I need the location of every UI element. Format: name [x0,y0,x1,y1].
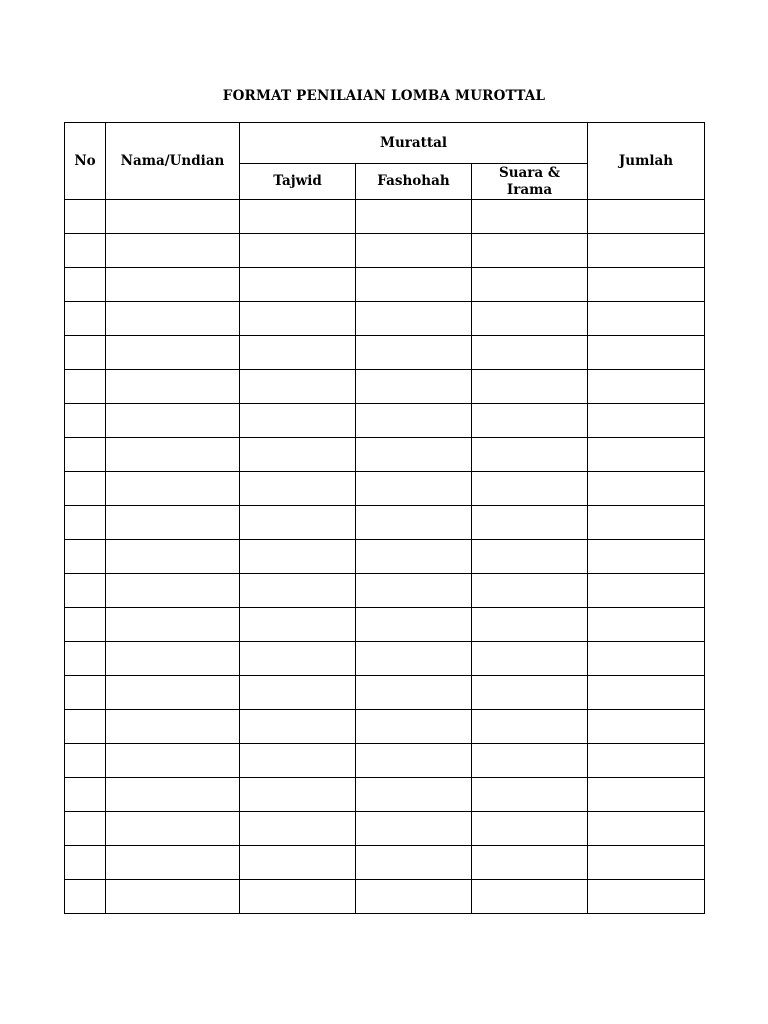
cell-tajwid[interactable] [240,506,356,540]
cell-fashohah[interactable] [356,574,472,608]
cell-jumlah[interactable] [588,268,705,302]
cell-jumlah[interactable] [588,234,705,268]
table-row [65,778,705,812]
cell-nama[interactable] [106,574,240,608]
table-row [65,676,705,710]
cell-fashohah[interactable] [356,710,472,744]
cell-fashohah[interactable] [356,438,472,472]
cell-no[interactable] [65,370,106,404]
cell-tajwid[interactable] [240,404,356,438]
cell-nama[interactable] [106,880,240,914]
cell-fashohah[interactable] [356,846,472,880]
cell-tajwid[interactable] [240,336,356,370]
cell-suara-irama[interactable] [472,472,588,506]
cell-tajwid[interactable] [240,438,356,472]
cell-tajwid[interactable] [240,744,356,778]
cell-suara-irama[interactable] [472,302,588,336]
cell-jumlah[interactable] [588,472,705,506]
cell-tajwid[interactable] [240,200,356,234]
header-murattal-group: Murattal [240,123,588,164]
cell-fashohah[interactable] [356,642,472,676]
cell-nama[interactable] [106,370,240,404]
cell-nama[interactable] [106,642,240,676]
cell-suara-irama[interactable] [472,880,588,914]
cell-jumlah[interactable] [588,336,705,370]
cell-jumlah[interactable] [588,404,705,438]
cell-no[interactable] [65,200,106,234]
table-row [65,506,705,540]
cell-jumlah[interactable] [588,812,705,846]
table-row [65,438,705,472]
cell-suara-irama[interactable] [472,812,588,846]
header-no: No [65,123,106,200]
cell-jumlah[interactable] [588,200,705,234]
header-jumlah: Jumlah [588,123,705,200]
cell-no[interactable] [65,438,106,472]
header-nama-undian: Nama/Undian [106,123,240,200]
scoring-table [64,122,705,914]
cell-nama[interactable] [106,438,240,472]
cell-fashohah[interactable] [356,200,472,234]
cell-no[interactable] [65,744,106,778]
cell-suara-irama[interactable] [472,268,588,302]
cell-fashohah[interactable] [356,302,472,336]
cell-tajwid[interactable] [240,370,356,404]
cell-suara-irama[interactable] [472,336,588,370]
table-row [65,846,705,880]
cell-tajwid[interactable] [240,642,356,676]
cell-fashohah[interactable] [356,336,472,370]
cell-suara-irama[interactable] [472,370,588,404]
cell-nama[interactable] [106,846,240,880]
cell-no[interactable] [65,676,106,710]
cell-no[interactable] [65,710,106,744]
cell-nama[interactable] [106,302,240,336]
cell-no[interactable] [65,574,106,608]
cell-tajwid[interactable] [240,846,356,880]
table-row [65,370,705,404]
cell-suara-irama[interactable] [472,438,588,472]
cell-nama[interactable] [106,710,240,744]
table-row [65,472,705,506]
cell-no[interactable] [65,778,106,812]
cell-suara-irama[interactable] [472,846,588,880]
cell-nama[interactable] [106,744,240,778]
cell-tajwid[interactable] [240,234,356,268]
cell-nama[interactable] [106,540,240,574]
cell-suara-irama[interactable] [472,540,588,574]
cell-jumlah[interactable] [588,846,705,880]
cell-nama[interactable] [106,336,240,370]
cell-fashohah[interactable] [356,778,472,812]
cell-no[interactable] [65,642,106,676]
table-row [65,880,705,914]
cell-jumlah[interactable] [588,676,705,710]
cell-jumlah[interactable] [588,880,705,914]
header-suara-irama [472,164,588,200]
cell-no[interactable] [65,302,106,336]
table-row [65,268,705,302]
cell-nama[interactable] [106,234,240,268]
cell-fashohah[interactable] [356,540,472,574]
cell-jumlah[interactable] [588,778,705,812]
cell-suara-irama[interactable] [472,744,588,778]
cell-fashohah[interactable] [356,880,472,914]
cell-no[interactable] [65,812,106,846]
cell-no[interactable] [65,880,106,914]
cell-suara-irama[interactable] [472,642,588,676]
cell-fashohah[interactable] [356,268,472,302]
cell-nama[interactable] [106,676,240,710]
cell-nama[interactable] [106,608,240,642]
cell-nama[interactable] [106,404,240,438]
cell-suara-irama[interactable] [472,778,588,812]
cell-tajwid[interactable] [240,880,356,914]
cell-suara-irama[interactable] [472,404,588,438]
cell-suara-irama[interactable] [472,506,588,540]
cell-no[interactable] [65,540,106,574]
table-header-row [65,123,705,164]
cell-fashohah[interactable] [356,404,472,438]
cell-fashohah[interactable] [356,370,472,404]
table-row [65,404,705,438]
cell-tajwid[interactable] [240,778,356,812]
cell-nama[interactable] [106,506,240,540]
table-row [65,744,705,778]
cell-nama[interactable] [106,778,240,812]
table-row [65,336,705,370]
table-body [65,200,705,914]
table-row [65,608,705,642]
cell-jumlah[interactable] [588,642,705,676]
cell-jumlah[interactable] [588,370,705,404]
cell-fashohah[interactable] [356,608,472,642]
table-row [65,234,705,268]
cell-fashohah[interactable] [356,676,472,710]
cell-suara-irama[interactable] [472,200,588,234]
cell-tajwid[interactable] [240,676,356,710]
cell-jumlah[interactable] [588,438,705,472]
cell-jumlah[interactable] [588,710,705,744]
table-row [65,302,705,336]
cell-suara-irama[interactable] [472,608,588,642]
header-fashohah: Fashohah [356,164,472,200]
table-row [65,710,705,744]
cell-tajwid[interactable] [240,574,356,608]
cell-no[interactable] [65,234,106,268]
document-title: FORMAT PENILAIAN LOMBA MUROTTAL [222,88,546,104]
cell-suara-irama[interactable] [472,574,588,608]
cell-jumlah[interactable] [588,744,705,778]
header-suara-irama-label: Suara & Irama [498,164,561,198]
table-row [65,540,705,574]
cell-nama[interactable] [106,812,240,846]
cell-nama[interactable] [106,200,240,234]
cell-fashohah[interactable] [356,472,472,506]
cell-tajwid[interactable] [240,302,356,336]
cell-fashohah[interactable] [356,234,472,268]
cell-no[interactable] [65,608,106,642]
header-tajwid: Tajwid [240,164,356,200]
cell-no[interactable] [65,268,106,302]
cell-no[interactable] [65,846,106,880]
cell-suara-irama[interactable] [472,234,588,268]
cell-tajwid[interactable] [240,608,356,642]
cell-jumlah[interactable] [588,506,705,540]
cell-jumlah[interactable] [588,302,705,336]
cell-suara-irama[interactable] [472,676,588,710]
table-row [65,812,705,846]
cell-no[interactable] [65,404,106,438]
cell-tajwid[interactable] [240,710,356,744]
cell-nama[interactable] [106,472,240,506]
cell-fashohah[interactable] [356,812,472,846]
cell-jumlah[interactable] [588,540,705,574]
cell-tajwid[interactable] [240,268,356,302]
cell-no[interactable] [65,336,106,370]
cell-suara-irama[interactable] [472,710,588,744]
table-row [65,200,705,234]
cell-fashohah[interactable] [356,506,472,540]
cell-fashohah[interactable] [356,744,472,778]
cell-tajwid[interactable] [240,472,356,506]
cell-no[interactable] [65,472,106,506]
cell-tajwid[interactable] [240,540,356,574]
cell-no[interactable] [65,506,106,540]
cell-jumlah[interactable] [588,574,705,608]
cell-tajwid[interactable] [240,812,356,846]
cell-nama[interactable] [106,268,240,302]
table-row [65,642,705,676]
cell-jumlah[interactable] [588,608,705,642]
table-row [65,574,705,608]
